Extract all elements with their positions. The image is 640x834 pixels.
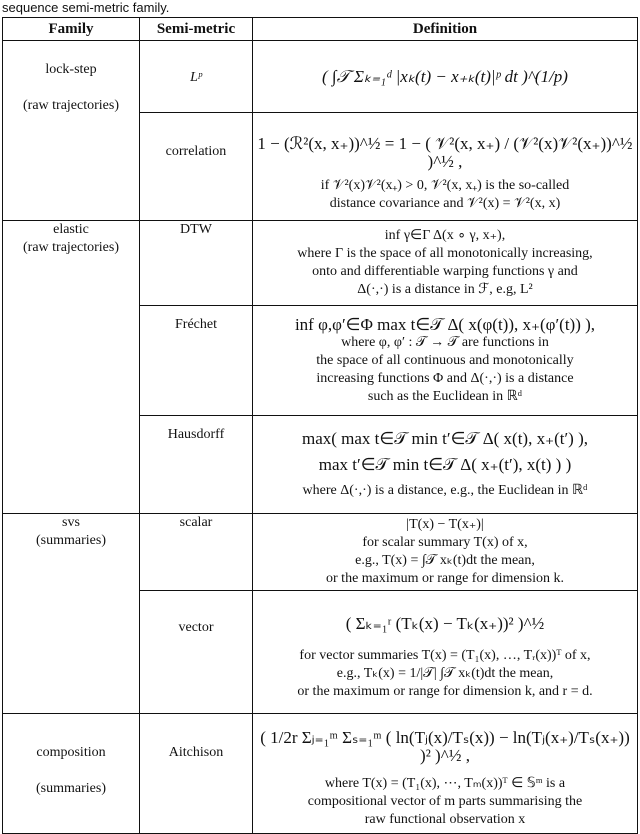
family-name: svs (62, 515, 80, 530)
family-sub: (raw trajectories) (23, 240, 119, 255)
metric-lp (140, 41, 253, 113)
header-semi-metric: Semi-metric (140, 18, 253, 41)
formula: ( ∫𝒯 Σₖ₌₁ᵈ |xₖ(t) − x₊ₖ(t)|ᵖ dt )^(1/p) (322, 66, 568, 86)
definition-aitchison (253, 714, 638, 834)
definition-correlation (253, 113, 638, 221)
table-row (3, 714, 638, 834)
family-sub: (summaries) (36, 781, 106, 796)
definition-dtw (253, 221, 638, 306)
family-elastic (3, 221, 140, 514)
definition-lp (253, 41, 638, 113)
definition-text: where Δ(·,·) is a distance, e.g., the Euclidean in ℝᵈ (302, 482, 588, 498)
metric-name: Lᵖ (190, 70, 202, 85)
family-sub: (summaries) (36, 533, 106, 548)
definition-text: where φ, φ′ : 𝒯 → 𝒯 are functions in (341, 334, 549, 350)
definition-hausdorff (253, 416, 638, 514)
definition-frechet (253, 306, 638, 416)
definition-text: such as the Euclidean in ℝᵈ (367, 388, 523, 404)
definition-vector (253, 591, 638, 714)
formula: 1 − (ℛ²(x, x₊))^½ = 1 − ( 𝒱²(x, x₊) / (𝒱²(x)𝒱²(x₊))^½ )^½ , (257, 133, 633, 171)
definition-text: e.g., Tₖ(x) = 1/|𝒯| ∫𝒯 xₖ(t)dt the mean, (336, 666, 554, 681)
formula: max( max t∈𝒯 min t′∈𝒯 Δ( x(t), x₊(t′) ), (301, 428, 588, 448)
definition-text: for scalar summary T(x) of x, (362, 535, 528, 550)
family-sub: (raw trajectories) (23, 98, 119, 113)
definition-text: the space of all continuous and monotonically (316, 352, 574, 368)
definition-text: raw functional observation x (364, 811, 526, 827)
definition-text: where T(x) = (T₁(x), ⋯, Tₘ(x))ᵀ ∈ 𝕊ᵐ is a (324, 775, 566, 791)
definition-text: Δ(·,·) is a distance in ℱ, e.g, L² (357, 282, 533, 297)
metric-hausdorff: Hausdorff (140, 416, 253, 514)
family-name: elastic (53, 222, 89, 237)
family-composition (3, 714, 140, 834)
header-definition: Definition (253, 18, 638, 41)
definition-text: or the maximum or range for dimension k. (326, 571, 564, 586)
metric-vector: vector (140, 591, 253, 714)
table-row (3, 41, 638, 113)
definition-scalar (253, 514, 638, 591)
formula: ( Σₖ₌₁ʳ (Tₖ(x) − Tₖ(x₊))² )^½ (345, 614, 545, 633)
table-row (3, 221, 638, 306)
definition-text: for vector summaries T(x) = (T₁(x), …, Tᵣ(x))ᵀ of x, (299, 648, 591, 663)
definition-text: onto and differentiable warping functions γ and (312, 264, 578, 279)
metric-aitchison: Aitchison (140, 714, 253, 834)
table-caption: sequence semi-metric family. (2, 0, 170, 15)
header-row (3, 18, 638, 41)
formula: max t′∈𝒯 min t∈𝒯 Δ( x₊(t′), x(t) ) ) (318, 454, 572, 474)
semi-metric-table (2, 17, 638, 834)
formula: ( 1/2r Σⱼ₌₁ᵐ Σₛ₌₁ᵐ ( ln(Tⱼ(x)/Tₛ(x)) − ln(Tⱼ(x₊)/Tₛ(x₊)) )² )^½ , (260, 727, 630, 765)
definition-text: increasing functions Φ and Δ(·,·) is a distance (316, 370, 574, 386)
formula: |T(x) − T(x₊)| (406, 517, 484, 532)
definition-text: e.g., T(x) = ∫𝒯 xₖ(t)dt the mean, (355, 553, 535, 568)
definition-text: or the maximum or range for dimension k, and r = d. (297, 684, 593, 699)
family-name: lock-step (45, 62, 97, 77)
family-svs (3, 514, 140, 714)
metric-dtw: DTW (140, 221, 253, 306)
definition-text: where Γ is the space of all monotonically increasing, (297, 246, 593, 261)
formula: inf γ∈Γ Δ(x ∘ γ, x₊), (384, 228, 506, 243)
metric-frechet: Fréchet (140, 306, 253, 416)
header-family: Family (3, 18, 140, 41)
definition-text: compositional vector of m parts summarising the (307, 793, 583, 809)
definition-text: if 𝒱²(x)𝒱²(x₊) > 0, 𝒱²(x, x₊) is the so-called (320, 177, 570, 193)
family-name: composition (36, 745, 106, 760)
table-row (3, 514, 638, 591)
definition-text: distance covariance and 𝒱²(x) = 𝒱²(x, x) (329, 195, 561, 211)
metric-scalar: scalar (140, 514, 253, 591)
formula: inf φ,φ′∈Φ max t∈𝒯 Δ( x(φ(t)), x₊(φ′(t)) ), (294, 314, 596, 334)
family-lockstep (3, 41, 140, 221)
metric-correlation: correlation (140, 113, 253, 221)
